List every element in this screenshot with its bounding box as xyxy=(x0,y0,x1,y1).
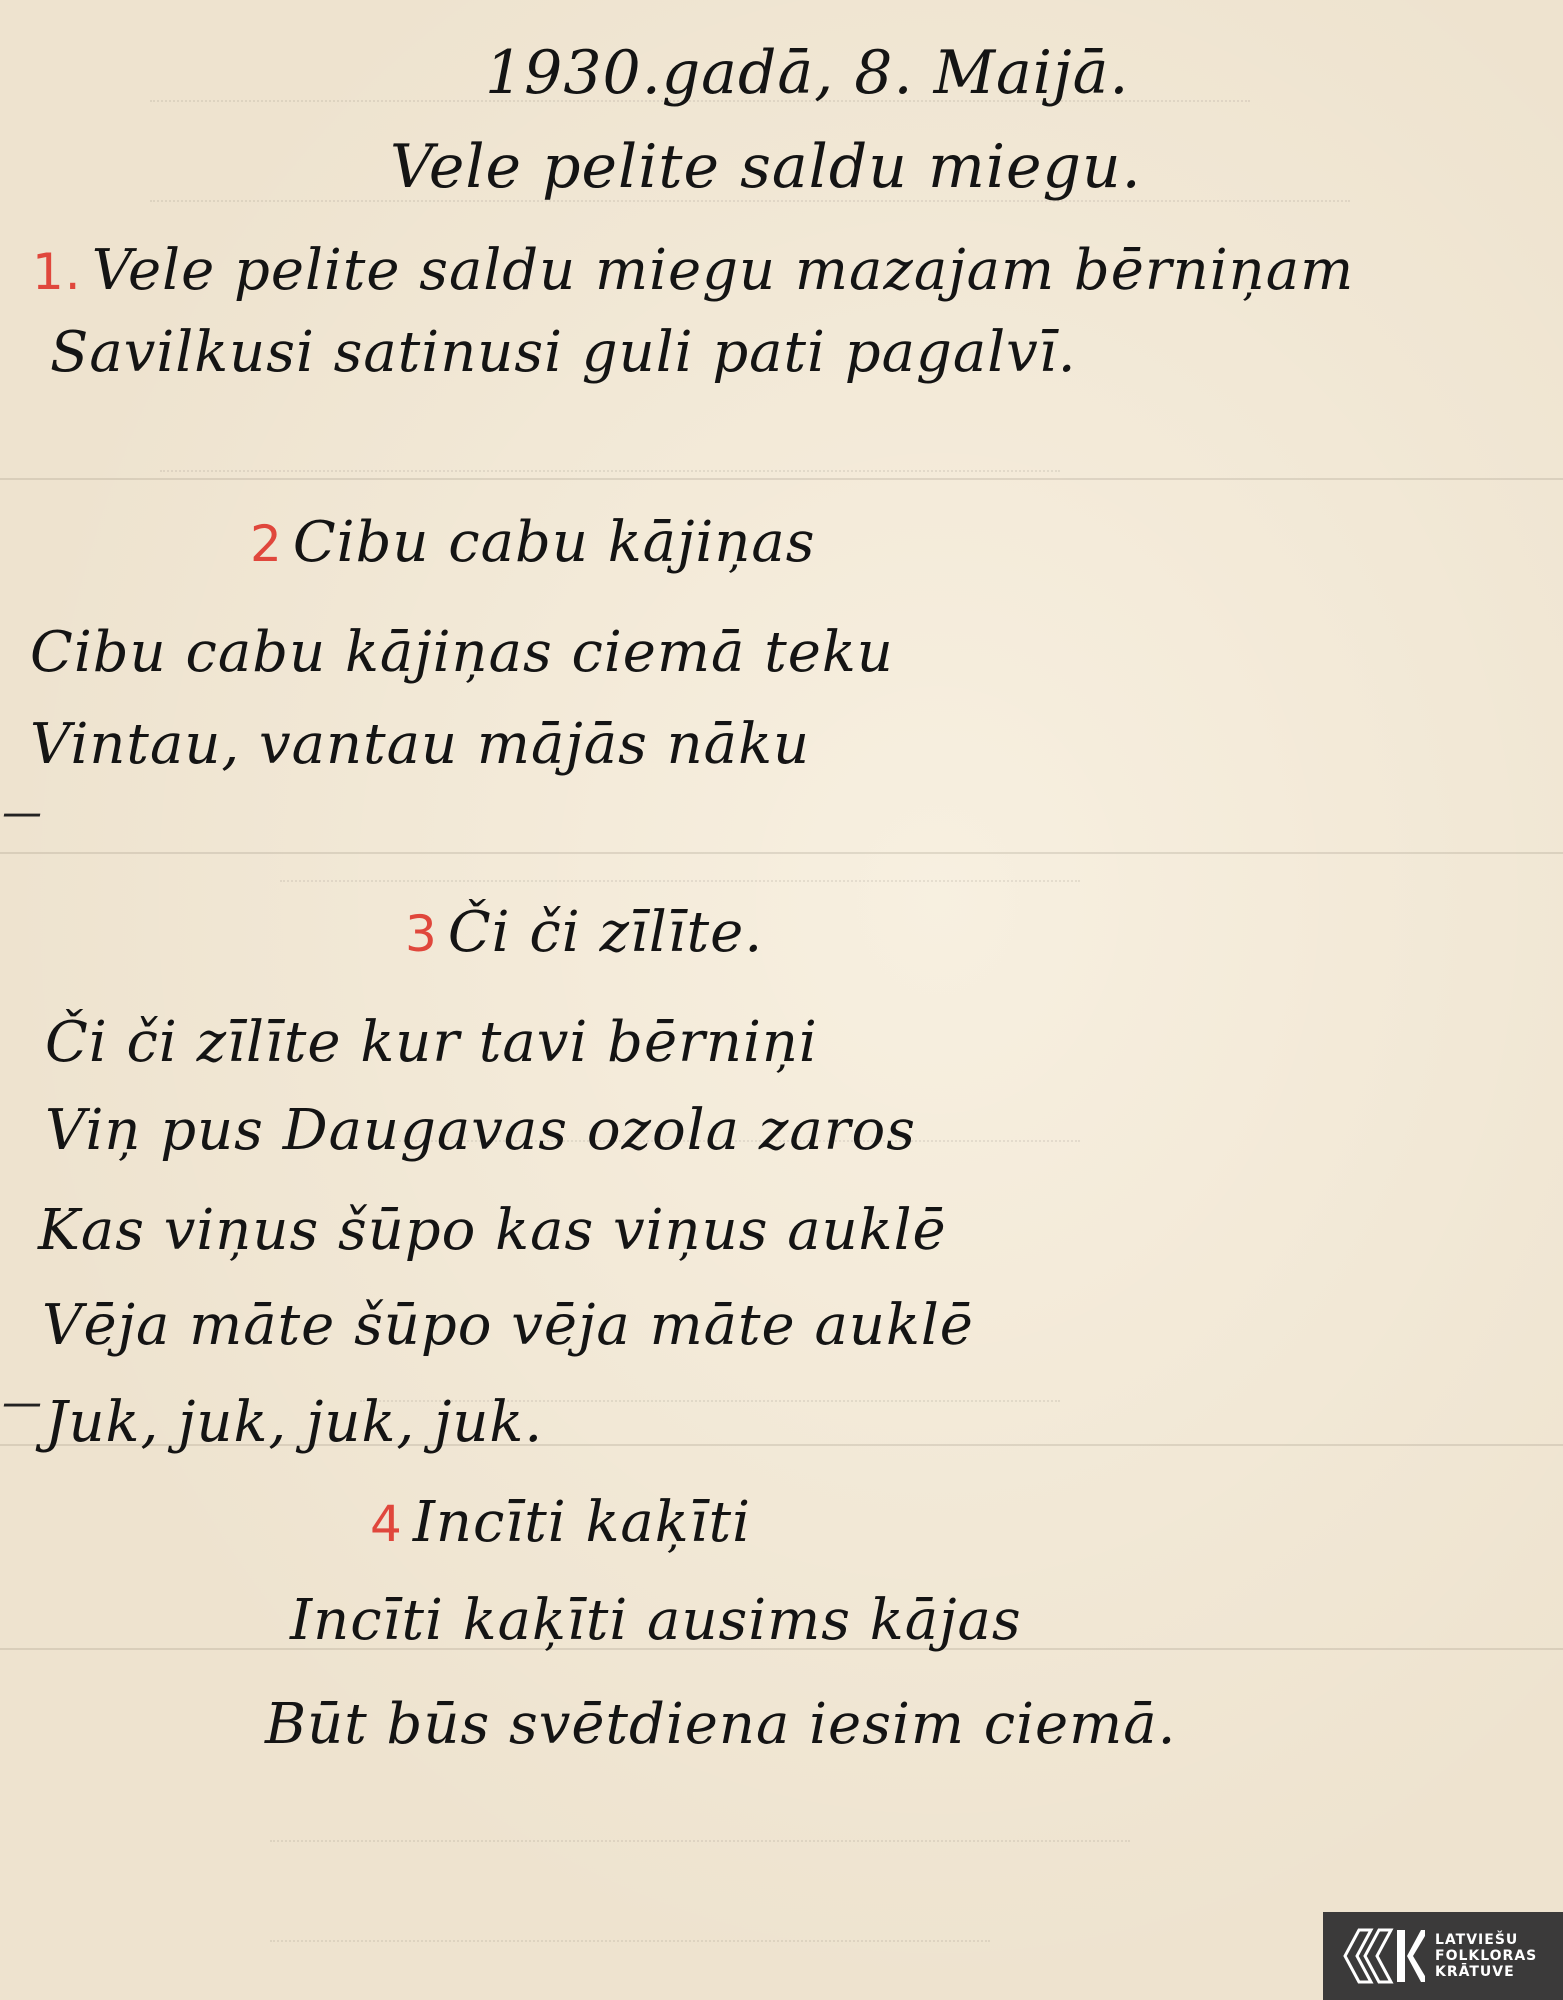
song-3-number: 3 xyxy=(405,905,438,963)
logo-line-2: FOLKLORAS xyxy=(1435,1948,1538,1964)
song-4-title-row xyxy=(370,1490,751,1555)
song-2-line-2: Vintau, vantau mājās nāku xyxy=(30,712,811,777)
bleed-through-text xyxy=(280,840,1080,882)
bleed-through-text xyxy=(270,1800,1130,1842)
song-4-number: 4 xyxy=(370,1495,403,1553)
song-3-line-4: Vēja māte šūpo vēja māte auklē xyxy=(42,1293,974,1358)
bleed-through-text xyxy=(270,1900,990,1942)
date-heading: 1930.gadā, 8. Maijā. xyxy=(485,38,1130,108)
song-1-line-2: Savilkusi satinusi guli pati pagalvī. xyxy=(50,320,1077,385)
lfk-logo-icon xyxy=(1341,1926,1425,1986)
ruled-line xyxy=(0,478,1563,480)
bleed-through-text xyxy=(160,430,1060,472)
song-4-title: Incīti kaķīti xyxy=(412,1490,752,1555)
song-3-line-2: Viņ pus Daugavas ozola zaros xyxy=(45,1098,916,1163)
margin-tick: — xyxy=(2,1380,42,1426)
song-3-line-3: Kas viņus šūpo kas viņus auklē xyxy=(38,1198,947,1263)
song-2-title: Cibu cabu kājiņas xyxy=(292,510,816,575)
song-2-title-row xyxy=(250,510,816,575)
verse-text: Vele pelite saldu miegu mazajam bērniņam xyxy=(91,238,1355,303)
song-3-title-row xyxy=(405,900,763,965)
logo-line-3: KRĀTUVE xyxy=(1435,1964,1515,1980)
song-3-line-5: Juk, juk, juk, juk. xyxy=(45,1390,544,1455)
song-2-line-1: Cibu cabu kājiņas ciemā teku xyxy=(30,620,894,685)
song-3-title: Či či zīlīte. xyxy=(447,900,764,965)
song-4-line-1: Incīti kaķīti ausims kājas xyxy=(290,1588,1022,1653)
song-2-number: 2 xyxy=(250,515,283,573)
archive-logo xyxy=(1323,1912,1563,2000)
song-1-number: 1. xyxy=(32,243,82,301)
song-1-line-1 xyxy=(32,238,1354,303)
logo-line-1: LATVIEŠU xyxy=(1435,1932,1519,1948)
margin-tick: — xyxy=(2,790,42,836)
song-3-line-1: Či či zīlīte kur tavi bērniņi xyxy=(45,1010,818,1075)
song-heading-1: Vele pelite saldu miegu. xyxy=(390,132,1142,202)
archive-logo-text xyxy=(1435,1932,1537,1980)
song-4-line-2: Būt būs svētdiena iesim ciemā. xyxy=(265,1692,1177,1757)
